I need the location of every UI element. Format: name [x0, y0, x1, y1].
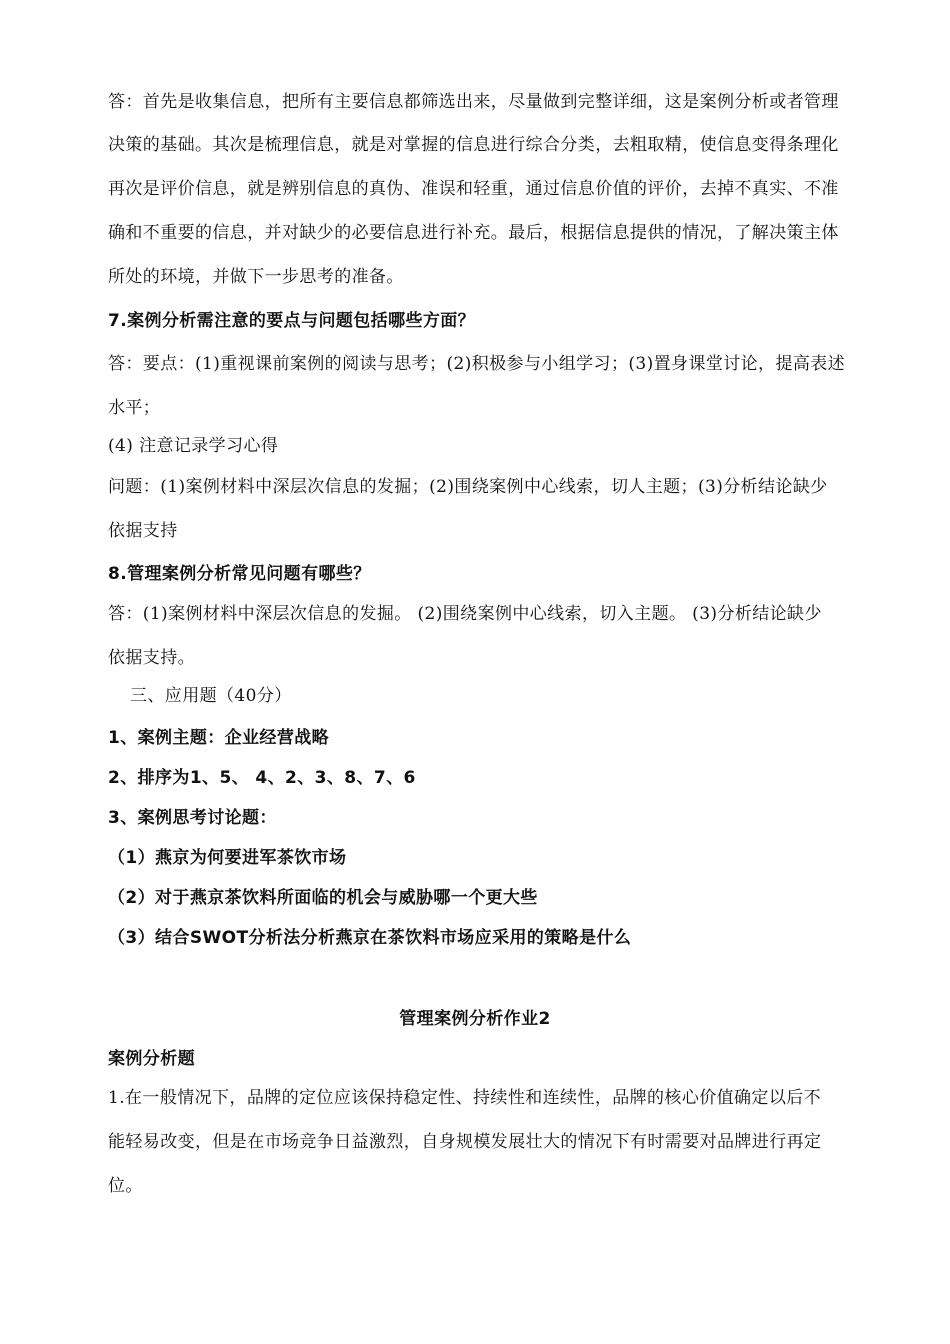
discussion-question-1: （1）燕京为何要进军茶饮市场: [108, 848, 347, 868]
application-item-1: 1、案例主题：企业经营战略: [108, 728, 330, 748]
application-item-3: 3、案例思考讨论题：: [108, 808, 277, 828]
assignment-2-title: 管理案例分析作业2: [399, 1009, 551, 1029]
question-8-heading: 8.管理案例分析常见问题有哪些？: [108, 564, 371, 584]
answer-7-line-1: 答：要点：(1)重视课前案例的阅读与思考；(2)积极参与小组学习；(3)置身课堂讨论，提高表述: [108, 354, 846, 374]
case-answer-line-1: 1.在一般情况下，品牌的定位应该保持稳定性、持续性和连续性，品牌的核心价值确定以后不: [108, 1088, 822, 1108]
answer-6-line-2: 决策的基础。其次是梳理信息，就是对掌握的信息进行综合分类，去粗取精，使信息变得条理化: [108, 135, 839, 155]
question-7-heading: 7.案例分析需注意的要点与问题包括哪些方面？: [108, 311, 476, 331]
case-analysis-heading: 案例分析题: [108, 1049, 195, 1069]
answer-7-line-4: 问题：(1)案例材料中深层次信息的发掘；(2)围绕案例中心线索，切人主题；(3)分析结论缺少: [108, 477, 828, 497]
answer-6-line-1: 答：首先是收集信息，把所有主要信息都筛选出来，尽量做到完整详细，这是案例分析或者管理: [108, 92, 839, 112]
answer-6-line-5: 所处的环境，并做下一步思考的准备。: [108, 267, 404, 287]
answer-8-line-2: 依据支持。: [108, 648, 195, 668]
answer-7-line-3: (4) 注意记录学习心得: [108, 436, 279, 456]
case-answer-line-3: 位。: [108, 1176, 143, 1196]
section-3-heading: 三、应用题（40分）: [130, 686, 292, 706]
answer-6-line-4: 确和不重要的信息，并对缺少的必要信息进行补充。最后，根据信息提供的情况，了解决策主体: [108, 223, 839, 243]
discussion-question-3: （3）结合SWOT分析法分析燕京在茶饮料市场应采用的策略是什么: [108, 928, 632, 948]
case-answer-line-2: 能轻易改变，但是在市场竞争日益激烈，自身规模发展壮大的情况下有时需要对品牌进行再定: [108, 1132, 822, 1152]
discussion-question-2: （2）对于燕京茶饮料所面临的机会与威胁哪一个更大些: [108, 888, 538, 908]
answer-6-line-3: 再次是评价信息，就是辨别信息的真伪、准误和轻重，通过信息价值的评价，去掉不真实、不准: [108, 179, 839, 199]
application-item-2: 2、排序为1、5、 4、2、3、8、7、6: [108, 768, 416, 788]
answer-7-line-2: 水平；: [108, 398, 161, 418]
answer-7-line-5: 依据支持: [108, 521, 178, 541]
answer-8-line-1: 答：(1)案例材料中深层次信息的发掘。 (2)围绕案例中心线索，切入主题。 (3)分析结论缺少: [108, 604, 822, 624]
